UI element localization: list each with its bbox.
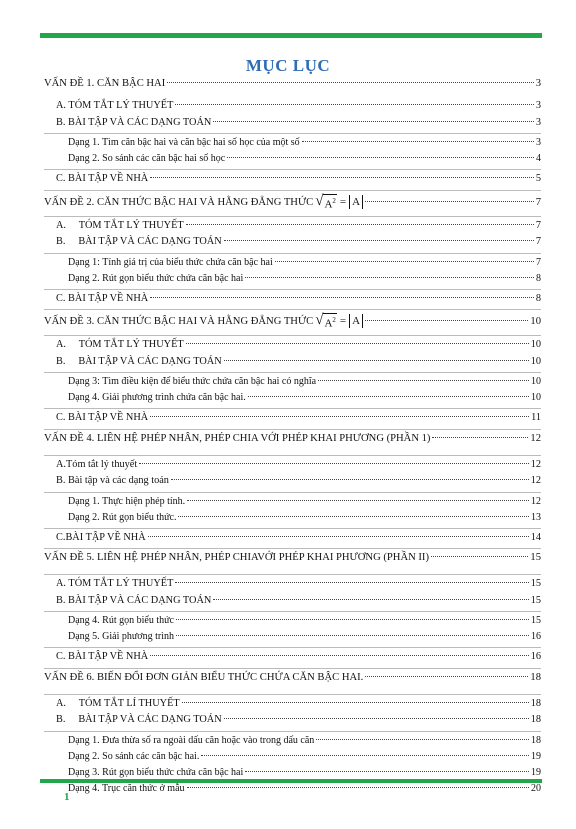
toc-entry-label: B. BÀI TẬP VÀ CÁC DẠNG TOÁN [56,116,212,128]
toc-entry-page: 12 [531,495,541,507]
toc-entry[interactable] [44,257,541,273]
toc-entry-label: C. BÀI TẬP VỀ NHÀ [56,412,149,423]
toc-entry-page: 18 [530,714,541,725]
dot-leader [150,177,534,178]
toc-entry-page: 18 [530,697,541,709]
toc-entry-page: 5 [535,173,541,184]
toc-entry-label: A. TÓM TẮT LÍ THUYẾT [56,697,180,709]
toc-entry-label: Dạng 5. Giải phương trình [68,631,174,642]
toc-entry-label: Dạng 3: Tìm điều kiện để biểu thức chứa căn bậc hai có nghĩa [68,376,317,387]
dot-leader [175,104,533,105]
toc-entry-page: 20 [531,782,541,794]
toc-entry-page: 15 [530,552,541,563]
toc-entry-page: 10 [530,355,541,367]
toc-entry[interactable] [44,714,541,732]
toc-entry-page: 7 [536,256,541,268]
toc-entry-page: 19 [531,766,541,778]
toc-entry-label: C.BÀI TẬP VỀ NHÀ [56,531,146,543]
toc-entry-page: 10 [530,316,541,327]
top-rule [40,33,542,38]
toc-entry[interactable] [44,376,541,392]
toc-entry-label: B. Bài tập và các dạng toán [56,475,169,486]
dot-leader [316,739,529,740]
radical-sign: √ [315,312,324,328]
toc-entry-label: Dạng 2. So sánh các căn bậc hai. [68,750,200,762]
toc-entry[interactable] [44,552,541,575]
toc-entry-page: 16 [531,631,541,642]
dot-leader [224,718,529,719]
toc-entry-page: 8 [536,272,541,284]
toc-entry-label: VẤN ĐỀ 6. BIẾN ĐỔI ĐƠN GIẢN BIỂU THỨC CHỨA CĂN BẬC HAI. [44,671,364,683]
toc-entry-label: B. BÀI TẬP VÀ CÁC DẠNG TOÁN [56,355,222,367]
equals-sign: = [339,315,347,327]
toc-entry-label: A. TÓM TẮT LÝ THUYẾT [56,219,184,231]
toc-entry-page: 13 [531,511,541,523]
toc-entry[interactable] [44,433,541,456]
toc-entry-label: VẤN ĐỀ 3. CĂN THỨC BẬC HAI VÀ HẰNG ĐẲNG THỨC [44,316,314,327]
dot-leader [302,141,534,142]
dot-leader [175,582,528,583]
dot-leader [213,121,534,122]
toc-entry-label: Dạng 2. So sánh các căn bậc hai số học [68,153,226,164]
toc-entry-label: B. BÀI TẬP VÀ CÁC DẠNG TOÁN [56,594,212,606]
toc-entry-label: C. BÀI TẬP VỀ NHÀ [56,173,149,184]
exponent: 2 [332,196,336,205]
toc-entry-label: A. TÓM TẮT LÝ THUYẾT [56,578,174,589]
dot-leader [248,396,529,397]
dot-leader [186,224,534,225]
absolute-value: A [349,195,363,209]
toc-entry-label: C. BÀI TẬP VỀ NHÀ [56,292,149,304]
table-of-contents [44,78,541,799]
toc-entry-label: C. BÀI TẬP VỀ NHÀ [56,651,149,662]
toc-entry[interactable] [44,698,541,715]
toc-entry[interactable] [44,512,541,529]
toc-entry-label: Dạng 4. Trục căn thức ở mẫu [68,782,185,794]
toc-entry[interactable] [44,496,541,512]
toc-entry-label: Dạng 4. Giải phương trình chứa căn bậc hai. [68,392,246,403]
toc-entry[interactable] [44,532,541,550]
toc-entry[interactable] [44,392,541,409]
dot-leader [431,556,528,557]
toc-entry[interactable] [44,615,541,631]
toc-entry-label: Dạng 1. Đưa thừa số ra ngoài dấu căn hoặc vào trong dấu căn [68,734,315,746]
toc-entry-label: A.Tóm tắt lý thuyết [56,458,138,470]
sqrt-formula [315,313,337,331]
toc-entry[interactable] [44,735,541,751]
dot-leader [213,599,528,600]
dot-leader [150,416,529,417]
toc-entry[interactable] [44,117,541,135]
toc-entry-page: 15 [531,615,541,626]
dot-leader [178,516,529,517]
toc-entry-page: 3 [535,100,541,111]
radicand [323,194,336,212]
dot-leader [187,787,529,788]
toc-entry-page: 11 [531,412,541,423]
toc-entry-label: B. BÀI TẬP VÀ CÁC DẠNG TOÁN [56,236,222,247]
toc-entry[interactable] [44,339,541,356]
toc-entry[interactable] [44,173,541,191]
dot-leader [365,676,528,677]
toc-entry-page: 3 [535,116,541,128]
toc-entry[interactable] [44,595,541,613]
toc-entry-page: 3 [536,137,541,148]
dot-leader [224,360,529,361]
dot-leader [186,343,529,344]
toc-entry-label: Dạng 2. Rút gọn biểu thức chứa căn bậc hai [68,272,244,284]
page-title: MỤC LỤC [245,56,331,75]
toc-entry[interactable] [44,672,541,695]
toc-entry-page: 16 [530,651,541,662]
toc-entry[interactable] [44,273,541,290]
dot-leader [187,500,529,501]
toc-entry-page: 12 [530,475,541,486]
toc-entry[interactable] [44,153,541,170]
toc-entry[interactable] [44,194,541,217]
toc-entry-label: A. TÓM TẮT LÝ THUYẾT [56,100,174,111]
toc-entry-page: 3 [535,78,541,89]
toc-entry[interactable] [44,578,541,595]
radical-sign: √ [315,192,324,209]
dot-leader [227,157,534,158]
toc-entry-page: 10 [531,376,541,387]
dot-leader [245,277,534,278]
toc-entry-page: 7 [535,236,541,247]
toc-entry-page: 10 [531,392,541,403]
radicand [323,313,336,331]
toc-entry[interactable] [44,137,541,153]
toc-entry-label: Dạng 4. Rút gọn biểu thức [68,615,174,626]
dot-leader [148,536,529,537]
dot-leader [318,380,529,381]
radicand-letter: A [324,317,333,330]
toc-entry[interactable] [44,783,541,799]
toc-entry-page: 15 [530,594,541,606]
toc-entry-label: VẤN ĐỀ 4. LIÊN HỆ PHÉP NHÂN, PHÉP CHIA VỚI PHÉP KHAI PHƯƠNG (PHẦN 1) [44,432,431,444]
toc-entry-page: 19 [531,750,541,762]
toc-entry-page: 8 [535,292,541,304]
toc-entry[interactable] [44,220,541,237]
toc-entry[interactable] [44,651,541,669]
toc-entry[interactable] [44,631,541,648]
toc-entry[interactable] [44,100,541,117]
dot-leader [275,261,534,262]
absolute-value: A [349,314,363,328]
toc-entry-label: Dạng 1. Tìm căn bậc hai và căn bậc hai số học của một số [68,137,300,148]
toc-entry-label: Dạng 1: Tính giá trị của biểu thức chứa căn bậc hai [68,256,273,268]
toc-entry-page: 7 [535,219,541,231]
toc-entry-page: 12 [530,458,541,470]
toc-entry-page: 18 [531,734,541,746]
toc-entry[interactable] [44,459,541,476]
toc-entry[interactable] [44,293,541,311]
radicand-letter: A [324,198,333,211]
toc-entry-page: 4 [536,153,541,164]
dot-leader [224,240,534,241]
exponent: 2 [332,316,336,324]
dot-leader [182,702,529,703]
dot-leader [365,201,534,202]
dot-leader [176,635,529,636]
toc-entry[interactable] [44,475,541,493]
dot-leader [176,619,529,620]
dot-leader [150,297,534,298]
toc-entry-label: Dạng 1. Thực hiện phép tính. [68,495,186,507]
dot-leader [201,755,529,756]
toc-entry[interactable] [44,356,541,374]
dot-leader [139,463,528,464]
toc-entry-label: VẤN ĐỀ 1. CĂN BẬC HAI [44,78,166,89]
dot-leader [432,437,528,438]
bottom-rule [40,779,542,783]
dot-leader [150,655,528,656]
page-number: 1 [64,791,70,803]
toc-entry-page: 7 [535,196,541,208]
toc-entry-page: 15 [530,578,541,589]
equals-sign: = [339,195,347,208]
dot-leader [365,320,528,321]
toc-entry-label: Dạng 2. Rút gọn biểu thức. [68,511,177,523]
toc-entry-label: B. BÀI TẬP VÀ CÁC DẠNG TOÁN [56,714,222,725]
toc-entry-page: 18 [530,671,541,683]
toc-entry-label: VẤN ĐỀ 5. LIÊN HỆ PHÉP NHÂN, PHÉP CHIAVỚI PHÉP KHAI PHƯƠNG (PHẦN II) [44,552,429,563]
dot-leader [167,82,533,83]
toc-entry-label: Dạng 3. Rút gọn biểu thức chứa căn bậc hai [68,766,244,778]
toc-entry[interactable] [44,313,541,336]
toc-entry[interactable] [44,751,541,767]
toc-entry[interactable] [44,236,541,254]
toc-entry-page: 14 [530,531,541,543]
dot-leader [171,479,529,480]
toc-entry-label: A. TÓM TẮT LÝ THUYẾT [56,339,184,350]
toc-entry-page: 12 [530,432,541,444]
dot-leader [245,771,529,772]
toc-entry-page: 10 [530,339,541,350]
toc-entry-label: VẤN ĐỀ 2. CĂN THỨC BẬC HAI VÀ HẰNG ĐẲNG THỨC [44,196,314,208]
toc-entry[interactable] [44,78,541,100]
toc-entry[interactable] [44,412,541,430]
sqrt-formula [315,194,337,212]
